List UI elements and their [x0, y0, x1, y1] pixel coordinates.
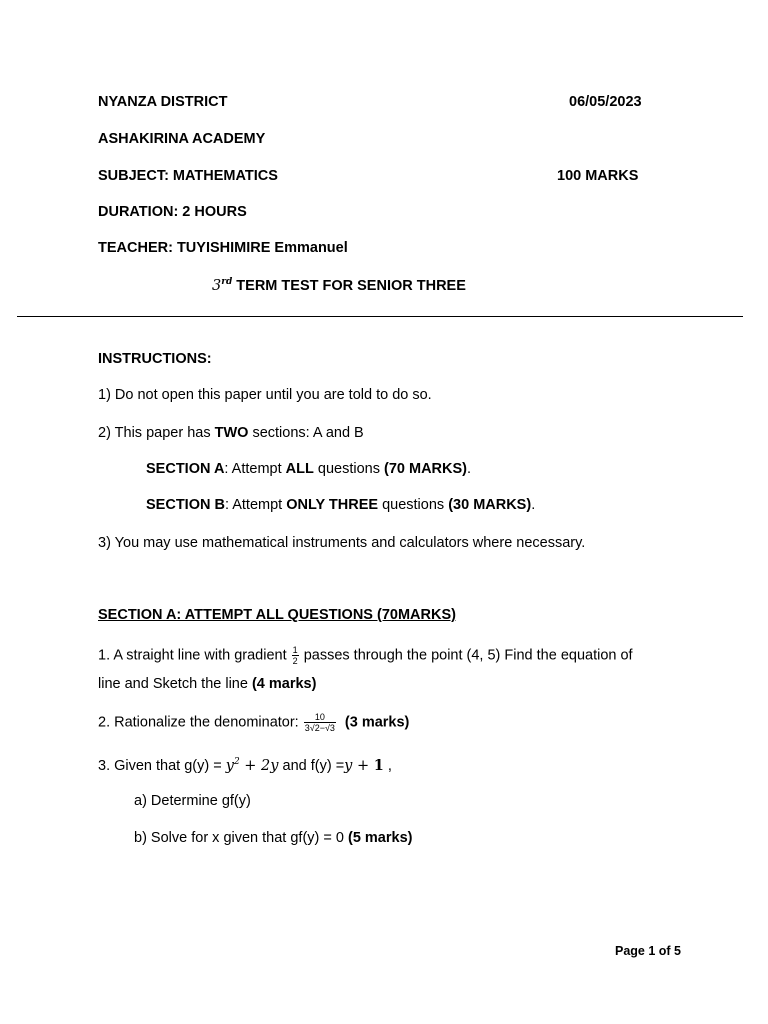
question-1-line-1: [98, 645, 633, 666]
question-1-line-2: [98, 676, 316, 692]
instruction-item-1: 1) Do not open this paper until you are told to do so.: [98, 387, 432, 403]
g-function-rest: + 2y: [239, 758, 279, 774]
fraction-denominator: 2: [292, 656, 298, 666]
section-a-heading: SECTION A: ATTEMPT ALL QUESTIONS (70MARKS): [98, 607, 456, 623]
g-function-exponent: 2: [233, 757, 240, 767]
school-name: ASHAKIRINA ACADEMY: [98, 131, 266, 147]
question-3a: a) Determine gf(y): [134, 793, 251, 809]
subject-line: SUBJECT: MATHEMATICS: [98, 168, 278, 184]
section-b-emphasis: ONLY THREE: [286, 497, 379, 513]
section-b-text: : Attempt: [224, 497, 287, 513]
question-2-marks: (3 marks): [344, 714, 410, 731]
exam-date: 06/05/2023: [569, 94, 642, 110]
rationalize-fraction: [304, 712, 336, 733]
f-function-constant: 1: [373, 757, 384, 774]
question-1-text-rest: passes through the point (4, 5) Find the equation of: [299, 647, 633, 664]
section-b-label: SECTION B: [146, 497, 225, 513]
question-1-text: 1. A straight line with gradient: [98, 647, 291, 664]
fraction-numerator: 1: [292, 645, 298, 655]
section-a-emphasis: ALL: [285, 461, 314, 477]
district-name: NYANZA DISTRICT: [98, 94, 228, 110]
question-1-text-line-2: line and Sketch the line: [98, 676, 252, 692]
title-ordinal: 3: [212, 278, 222, 294]
f-function: y +: [344, 758, 374, 774]
instruction-item-2-rest: sections: A and B: [248, 425, 364, 441]
duration-line: DURATION: 2 HOURS: [98, 204, 247, 220]
question-1-marks: (4 marks): [251, 676, 317, 692]
question-3b-marks: (5 marks): [347, 830, 413, 846]
section-a-instruction: [146, 461, 471, 477]
fraction-denominator: 3√2−√3: [304, 723, 335, 733]
section-b-instruction: [146, 497, 535, 513]
fraction-numerator: 10: [304, 712, 336, 723]
question-3b-text: b) Solve for x given that gf(y) = 0: [134, 830, 348, 846]
test-title: [212, 277, 466, 294]
total-marks: 100 MARKS: [557, 168, 639, 184]
instruction-item-2-text: 2) This paper has: [98, 425, 215, 441]
question-3-end: ,: [383, 758, 392, 774]
section-a-label: SECTION A: [146, 461, 225, 477]
section-b-text-2: questions: [378, 497, 449, 513]
header-divider: [17, 316, 743, 317]
gradient-fraction: [292, 645, 299, 666]
section-a-text: : Attempt: [224, 461, 286, 477]
instruction-item-2: [98, 425, 364, 441]
question-3-text: 3. Given that g(y) =: [98, 758, 226, 774]
section-a-end: .: [466, 461, 472, 477]
title-text: TERM TEST FOR SENIOR THREE: [232, 278, 466, 294]
question-3b: [134, 830, 412, 846]
question-2-text: 2. Rationalize the denominator:: [98, 714, 303, 731]
section-b-marks: (30 MARKS): [448, 497, 532, 513]
question-2: [98, 712, 409, 733]
section-b-end: .: [531, 497, 536, 513]
instruction-item-3: 3) You may use mathematical instruments and calculators where necessary.: [98, 535, 586, 551]
section-a-text-2: questions: [313, 461, 384, 477]
g-function-base: y: [225, 758, 234, 774]
section-a-marks: (70 MARKS): [384, 461, 467, 477]
title-ordinal-suffix: rd: [221, 277, 233, 287]
page-number: Page 1 of 5: [615, 944, 681, 958]
question-3-text-mid: and f(y) =: [278, 758, 345, 774]
question-3: [98, 757, 392, 774]
instruction-item-2-emphasis: TWO: [214, 425, 249, 441]
teacher-line: TEACHER: TUYISHIMIRE Emmanuel: [98, 240, 348, 256]
instructions-heading: INSTRUCTIONS:: [98, 351, 212, 367]
